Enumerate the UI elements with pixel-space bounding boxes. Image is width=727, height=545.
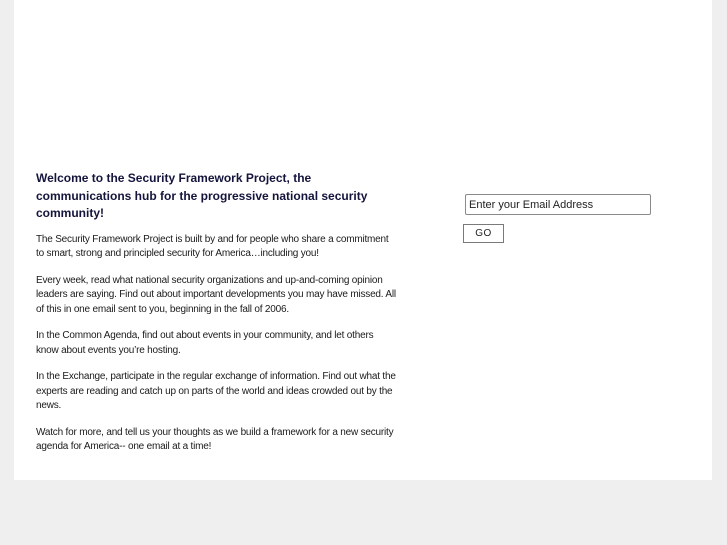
intro-paragraph-watch-for-more: Watch for more, and tell us your thoughts as we build a framework for a new security agenda for America-- one email at a time! [36, 426, 394, 452]
intro-paragraph-every-week: Every week, read what national security organizations and up-and-coming opinion leaders are saying. Find out about important developments you may have missed. All of this in one email sent to you, beginning in the fall of 2006. [36, 274, 396, 315]
intro-paragraph-exchange: In the Exchange, participate in the regular exchange of information. Find out what the experts are reading and catch up on parts of the world and ideas crowded out by the news. [36, 371, 396, 411]
go-button[interactable]: GO [463, 224, 504, 243]
welcome-headline: Welcome to the Security Framework Project, the communications hub for the progressive national security community! [36, 171, 368, 220]
intro-section [36, 170, 398, 467]
email-signup-form [463, 194, 663, 243]
intro-paragraph-common-agenda: In the Common Agenda, find out about events in your community, and let others know about events you’re hosting. [36, 330, 374, 356]
intro-paragraph-built-by: The Security Framework Project is built by and for people who share a commitment to smart, strong and principled security for America…including you! [36, 233, 389, 259]
page-content-area [14, 0, 712, 480]
email-input[interactable] [465, 194, 651, 215]
